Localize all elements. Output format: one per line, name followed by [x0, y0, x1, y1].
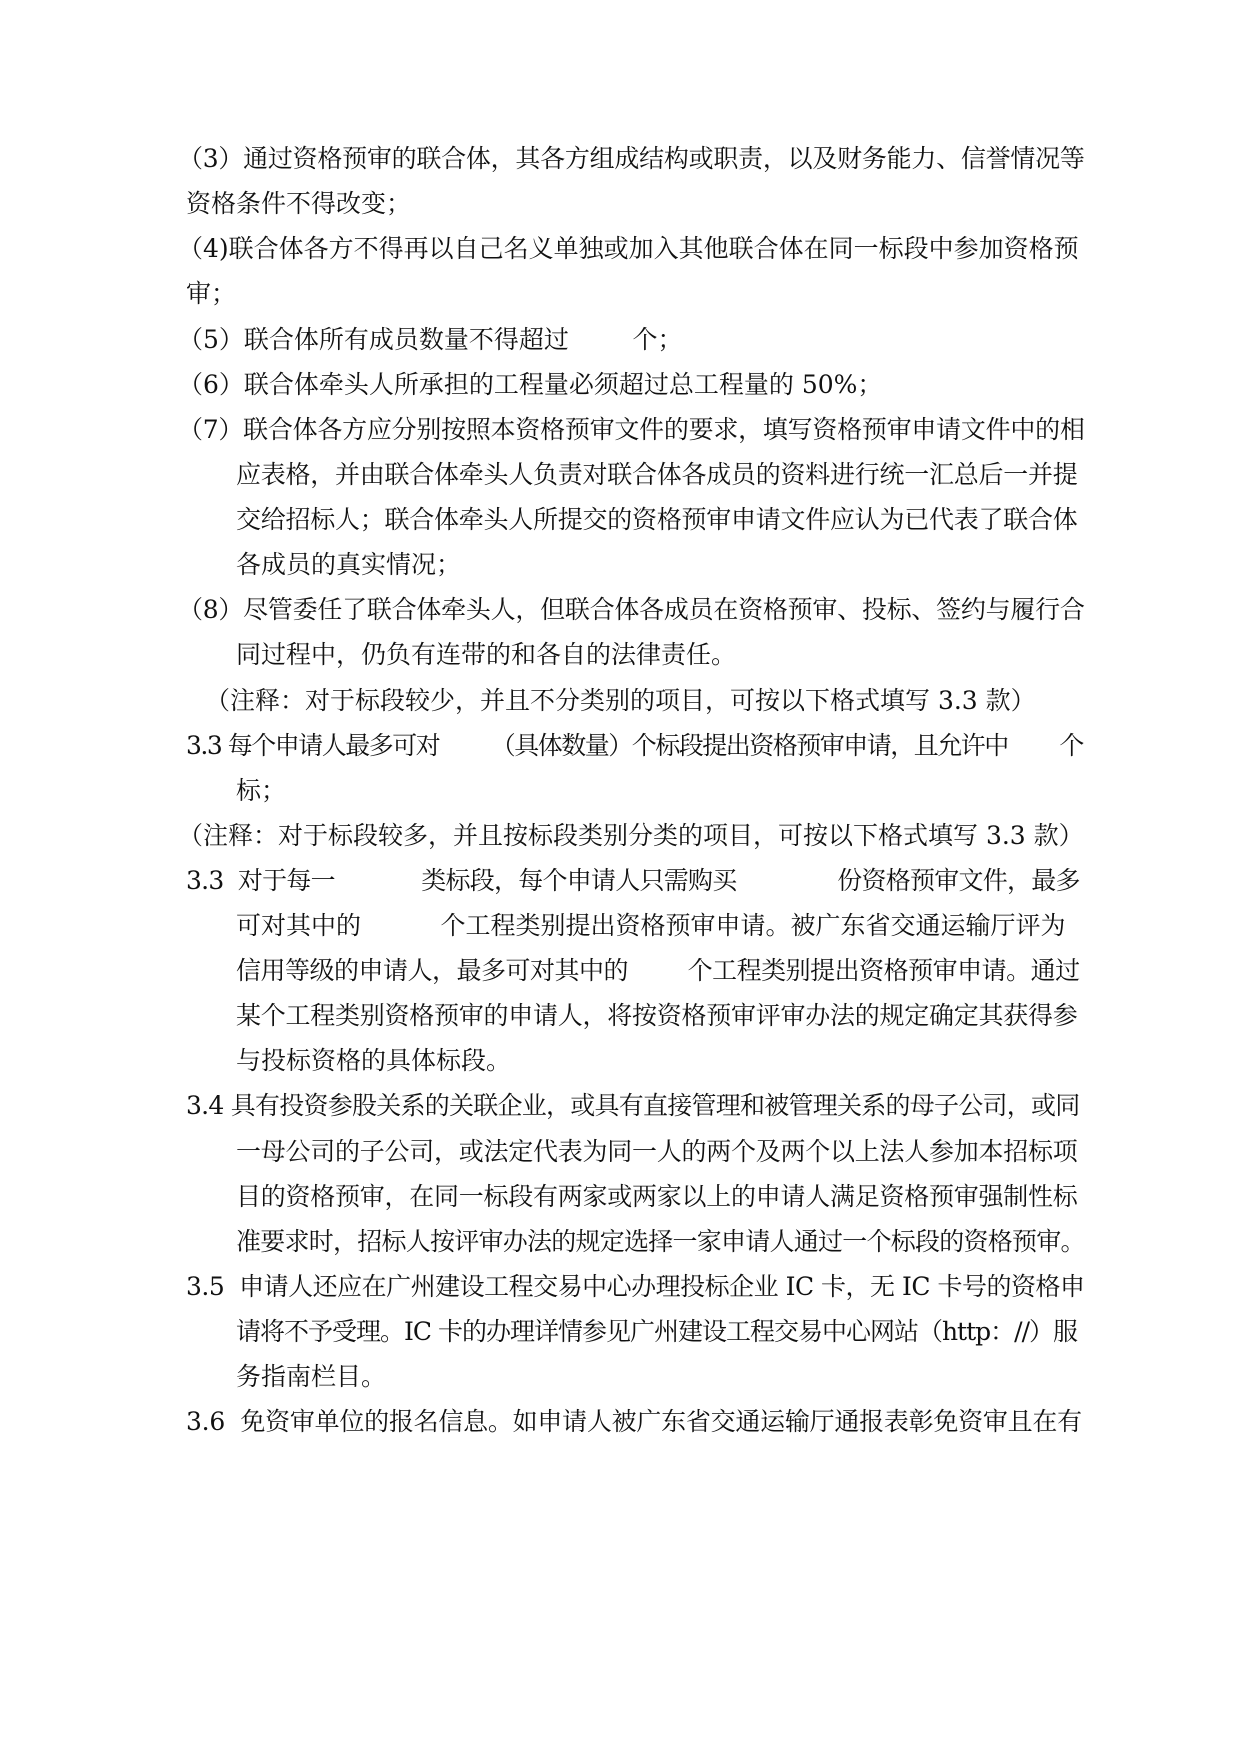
text-line: 3.5 申请人还应在广州建设工程交易中心办理投标企业 IC 卡，无 IC 卡号的资格申: [186, 1272, 1085, 1301]
text-line: 应表格，并由联合体牵头人负责对联合体各成员的资料进行统一汇总后一并提: [236, 460, 1078, 489]
text-line: 准要求时，招标人按评审办法的规定选择一家申请人通过一个标段的资格预审。: [236, 1227, 1085, 1256]
text-line: 标；: [236, 776, 287, 805]
text-line: （4)联合体各方不得再以自己名义单独或加入其他联合体在同一标段中参加资格预: [178, 234, 1079, 263]
text-line: 交给招标人；联合体牵头人所提交的资格预审申请文件应认为已代表了联合体: [236, 505, 1078, 534]
text-line: 3.3 每个申请人最多可对 （具体数量）个标段提出资格预审申请，且允许中 个: [186, 731, 1083, 760]
text-line: 与投标资格的具体标段。: [236, 1046, 512, 1075]
text-line: （7）联合体各方应分别按照本资格预审文件的要求，填写资格预审申请文件中的相: [178, 415, 1085, 444]
text-line: 一母公司的子公司，或法定代表为同一人的两个及两个以上法人参加本招标项: [236, 1137, 1078, 1166]
text-line: （3）通过资格预审的联合体，其各方组成结构或职责，以及财务能力、信誉情况等: [178, 144, 1085, 173]
text-line: 审；: [186, 279, 237, 308]
text-line: 目的资格预审，在同一标段有两家或两家以上的申请人满足资格预审强制性标: [236, 1182, 1078, 1211]
text-line: 3.6 免资审单位的报名信息。如申请人被广东省交通运输厅通报表彰免资审且在有: [186, 1407, 1082, 1436]
text-line: 请将不予受理。IC 卡的办理详情参见广州建设工程交易中心网站（http：//）服: [236, 1317, 1077, 1346]
text-line: （注释：对于标段较多，并且按标段类别分类的项目，可按以下格式填写 3.3 款）: [178, 821, 1084, 850]
text-line: （8）尽管委任了联合体牵头人，但联合体各成员在资格预审、投标、签约与履行合: [178, 595, 1085, 624]
text-line: 务指南栏目。: [236, 1362, 387, 1391]
text-line: 3.3 对于每一 类标段，每个申请人只需购买 份资格预审文件，最多: [186, 866, 1080, 895]
text-line: 可对其中的 个工程类别提出资格预审申请。被广东省交通运输厅评为: [236, 911, 1066, 940]
text-line: （注释：对于标段较少，并且不分类别的项目，可按以下格式填写 3.3 款）: [205, 686, 1036, 715]
text-line: 资格条件不得改变；: [186, 189, 412, 218]
text-line: 某个工程类别资格预审的申请人，将按资格预审评审办法的规定确定其获得参: [236, 1001, 1078, 1030]
text-line: 同过程中，仍负有连带的和各自的法律责任。: [236, 640, 737, 669]
text-line: 3.4 具有投资参股关系的关联企业，或具有直接管理和被管理关系的母子公司，或同: [186, 1091, 1080, 1120]
text-line: 各成员的真实情况；: [236, 550, 462, 579]
text-line: （6）联合体牵头人所承担的工程量必须超过总工程量的 50%；: [178, 370, 883, 399]
text-line: （5）联合体所有成员数量不得超过 个；: [178, 325, 683, 354]
text-line: 信用等级的申请人，最多可对其中的 个工程类别提出资格预审申请。通过: [236, 956, 1080, 985]
